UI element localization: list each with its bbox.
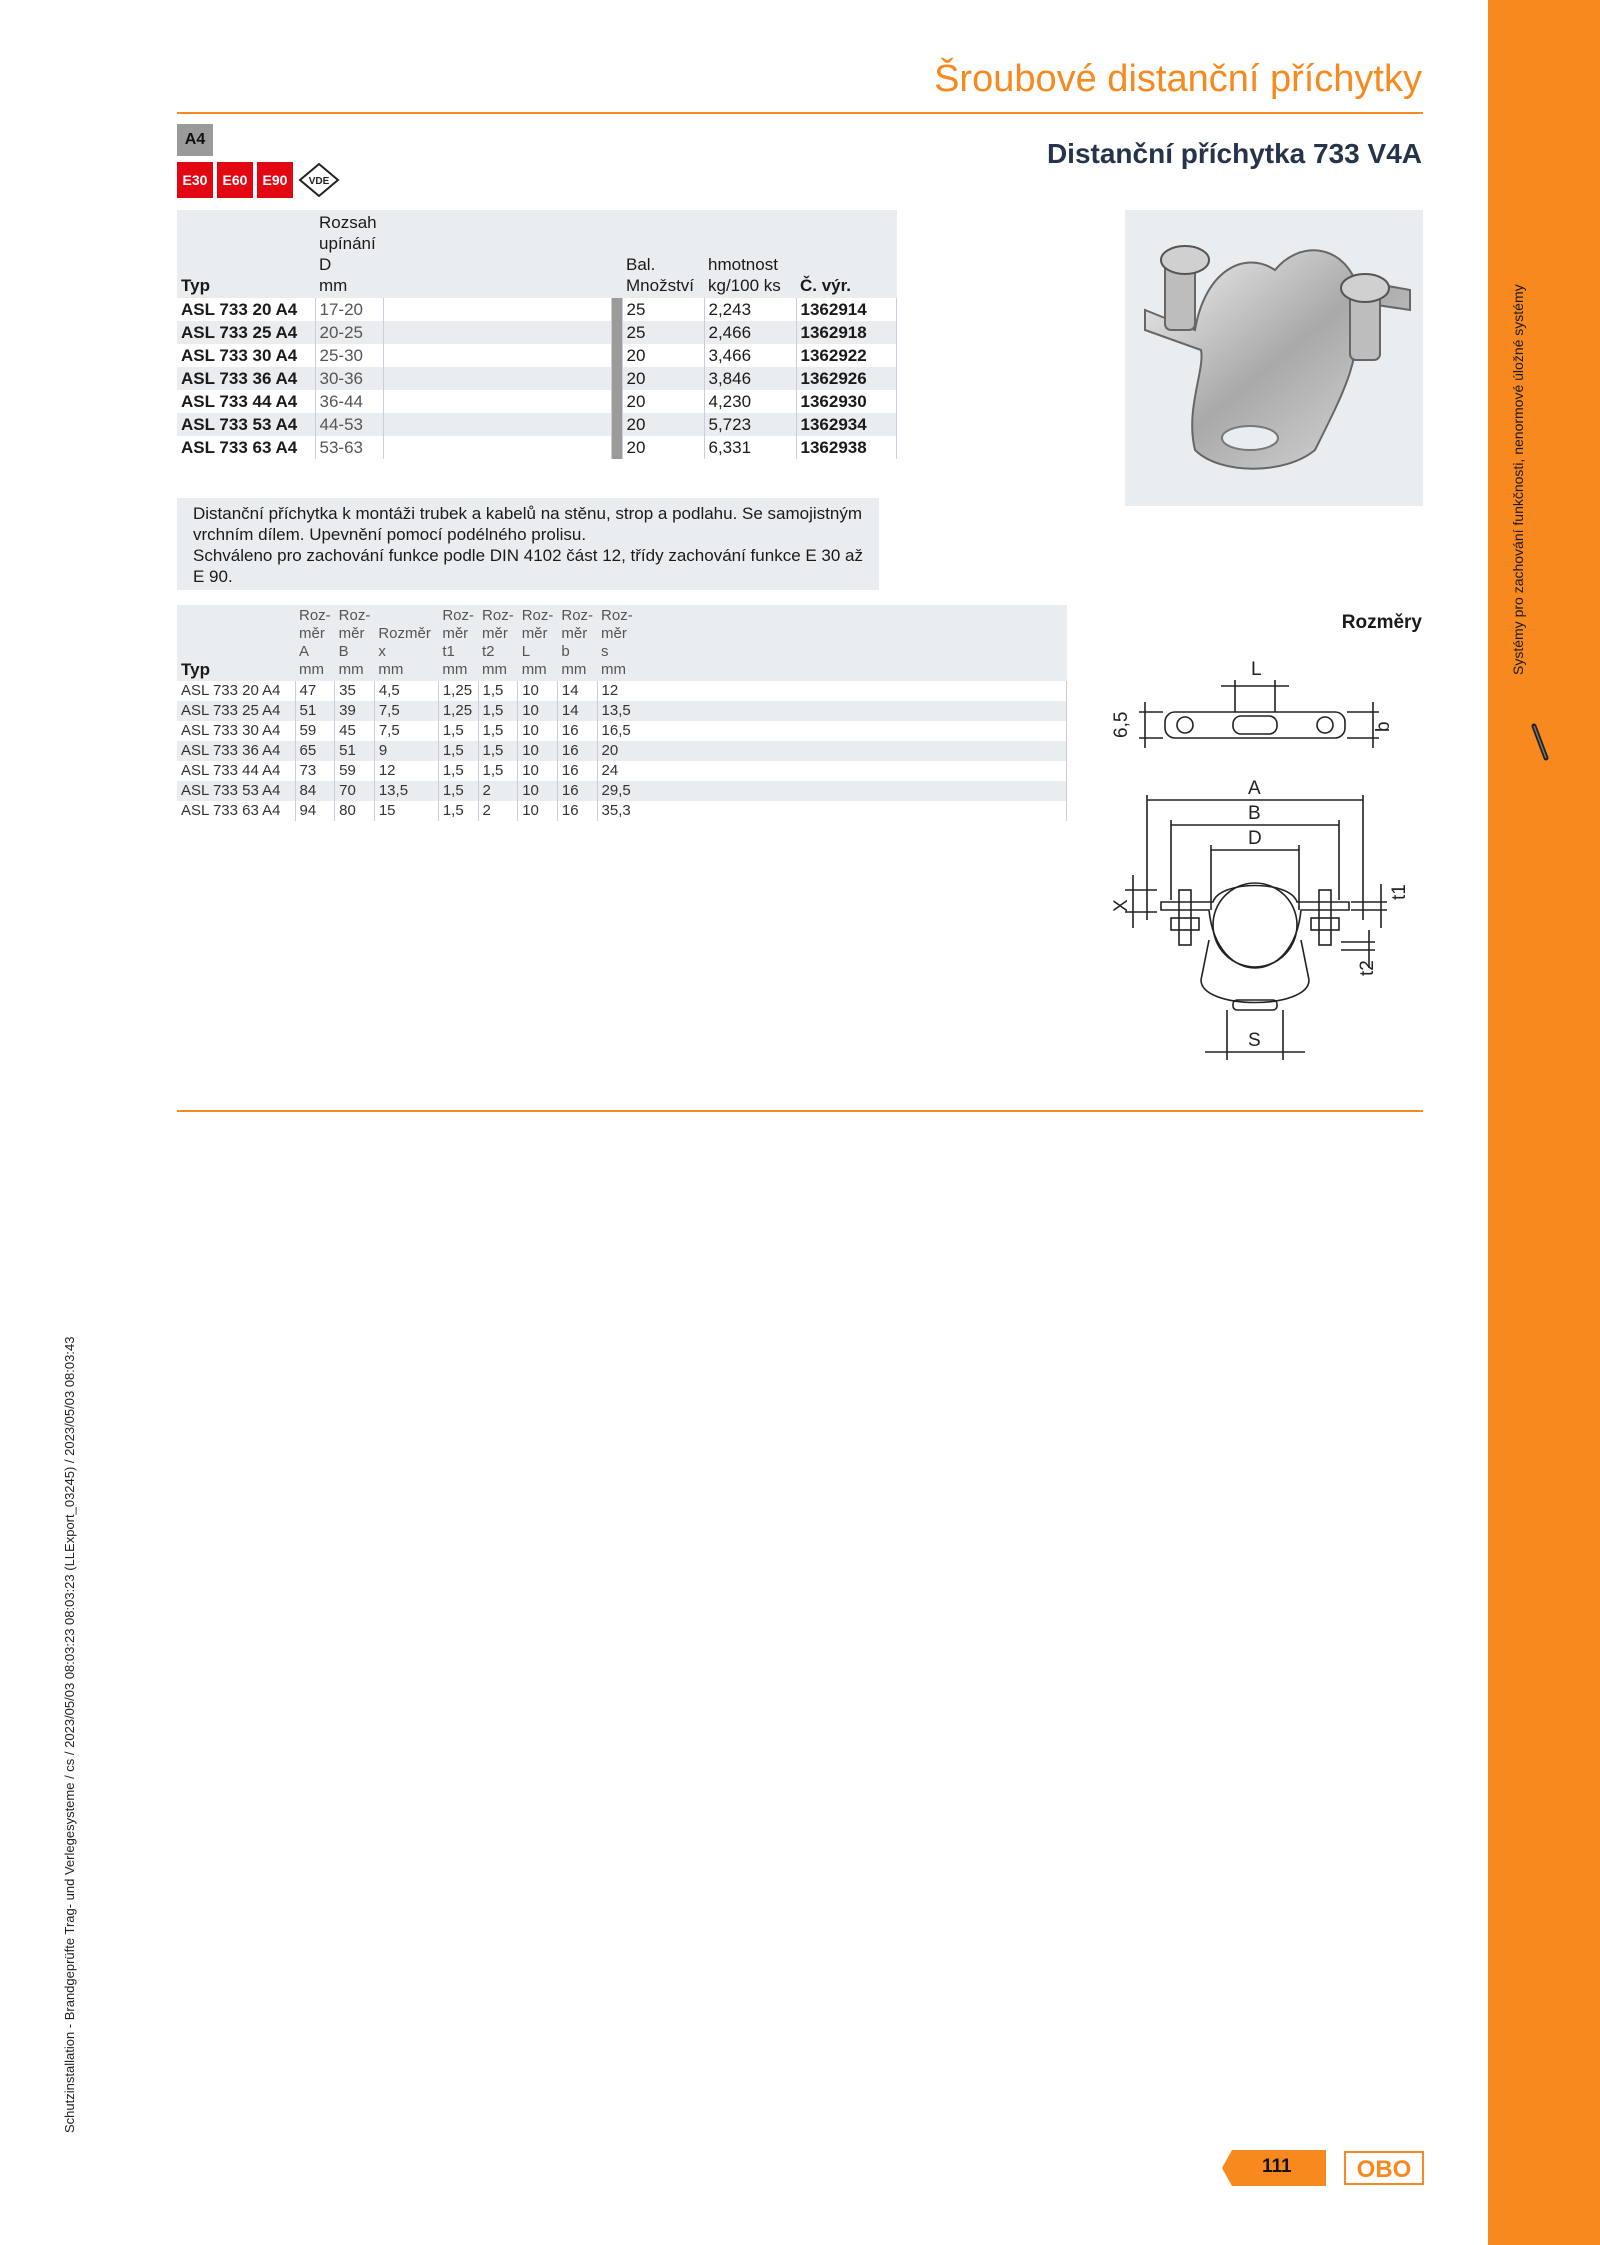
page-title: Šroubové distanční příchytky — [934, 58, 1422, 100]
product-title: Distanční příchytka 733 V4A — [1046, 138, 1422, 169]
fire-badge-e60: E60 — [217, 162, 253, 198]
obo-logo — [1344, 2150, 1424, 2186]
table-row: ASL 733 63 A4 94 80 15 1,5 2 10 16 35,3 — [177, 801, 1067, 821]
dim-label-t2: t2 — [1357, 960, 1378, 976]
dim-label-b: b — [1373, 721, 1394, 732]
nut-right — [1311, 918, 1339, 930]
col-s: Roz- měr s mm — [597, 605, 1066, 681]
top-divider — [177, 112, 1423, 114]
product-description — [177, 498, 879, 590]
product-table-header — [177, 210, 897, 298]
top-view-hole — [1317, 717, 1333, 733]
vde-mark-icon — [298, 162, 340, 198]
col-hmotnost: hmotnost kg/100 ks — [704, 210, 796, 298]
obo-logo-text: OBO — [1356, 2156, 1412, 2183]
dimension-table — [177, 605, 1067, 821]
table-row: ASL 733 30 A4 59 45 7,5 1,5 1,5 10 16 16,5 — [177, 721, 1067, 741]
material-badge: A4 — [177, 124, 213, 156]
col-bb: Roz- měr b mm — [557, 605, 597, 681]
col-bal: Bal. Množství — [622, 210, 704, 298]
col-cislo: Č. výr. — [796, 210, 897, 298]
col-bar — [611, 210, 622, 298]
table-row: ASL 733 30 A4 25-30 20 3,466 1362922 — [177, 344, 897, 367]
dimension-drawing — [1105, 650, 1435, 1070]
col-x: Rozměr x mm — [374, 605, 438, 681]
page-number-tab — [1222, 2150, 1326, 2186]
top-view-hole — [1177, 717, 1193, 733]
clip-base — [1201, 940, 1309, 1003]
dim-label-B: B — [1248, 803, 1261, 824]
fire-badge-e90: E90 — [257, 162, 293, 198]
table-row: ASL 733 25 A4 51 39 7,5 1,25 1,5 10 14 13,5 — [177, 701, 1067, 721]
col-rozsah: Rozsah upínání D mm — [315, 210, 383, 298]
cable-icon — [1530, 722, 1550, 762]
bottom-divider — [177, 1110, 1423, 1112]
table-row: ASL 733 36 A4 65 51 9 1,5 1,5 10 16 20 — [177, 741, 1067, 761]
dim-label-L: L — [1251, 659, 1262, 680]
col-blank — [383, 210, 611, 298]
product-photo — [1125, 210, 1423, 506]
nut-left — [1171, 918, 1199, 930]
page-number: 111 — [1262, 2156, 1292, 2177]
col-typ: Typ — [177, 605, 295, 681]
col-t2: Roz- měr t2 mm — [478, 605, 518, 681]
col-t1: Roz- měr t1 mm — [438, 605, 478, 681]
top-view-slot — [1233, 716, 1277, 734]
dim-label-A: A — [1248, 778, 1261, 799]
description-line: Schváleno pro zachování funkce podle DIN 4102 část 12, třídy zachování funkce E 30 až E 90. — [193, 546, 864, 586]
table-row: ASL 733 53 A4 44-53 20 5,723 1362934 — [177, 413, 897, 436]
dim-label-t1: t1 — [1389, 884, 1410, 900]
table-row: ASL 733 44 A4 36-44 20 4,230 1362930 — [177, 390, 897, 413]
table-row: ASL 733 20 A4 47 35 4,5 1,25 1,5 10 14 12 — [177, 681, 1067, 701]
fire-badge-e30: E30 — [177, 162, 213, 198]
dim-label-D: D — [1248, 828, 1262, 849]
dimension-table-header — [177, 605, 1067, 681]
dim-label-6-5: 6,5 — [1111, 711, 1132, 738]
table-row: ASL 733 44 A4 73 59 12 1,5 1,5 10 16 24 — [177, 761, 1067, 781]
col-b: Roz- měr B mm — [335, 605, 375, 681]
dimensions-heading: Rozměry — [1341, 612, 1422, 633]
table-row: ASL 733 36 A4 30-36 20 3,846 1362926 — [177, 367, 897, 390]
product-table — [177, 210, 897, 459]
side-color-bar — [1488, 0, 1600, 2245]
vde-mark-text: VDE — [308, 176, 330, 187]
clip-outline — [1161, 886, 1349, 969]
dim-label-S: S — [1248, 1030, 1261, 1051]
clip-illustration — [1125, 210, 1423, 506]
col-a: Roz- měr A mm — [295, 605, 335, 681]
description-line: Distanční příchytka k montáži trubek a kabelů na stěnu, strop a podlahu. Se samojistným vrchním dílem. Upevnění pomocí podélného prolisu. — [193, 504, 863, 544]
table-row: ASL 733 63 A4 53-63 20 6,331 1362938 — [177, 436, 897, 459]
col-typ: Typ — [177, 210, 315, 298]
dim-label-X: X — [1111, 899, 1132, 912]
table-row: ASL 733 25 A4 20-25 25 2,466 1362918 — [177, 321, 897, 344]
col-l: Roz- měr L mm — [518, 605, 558, 681]
table-row: ASL 733 20 A4 17-20 25 2,243 1362914 — [177, 298, 897, 321]
table-row: ASL 733 53 A4 84 70 13,5 1,5 2 10 16 29,5 — [177, 781, 1067, 801]
